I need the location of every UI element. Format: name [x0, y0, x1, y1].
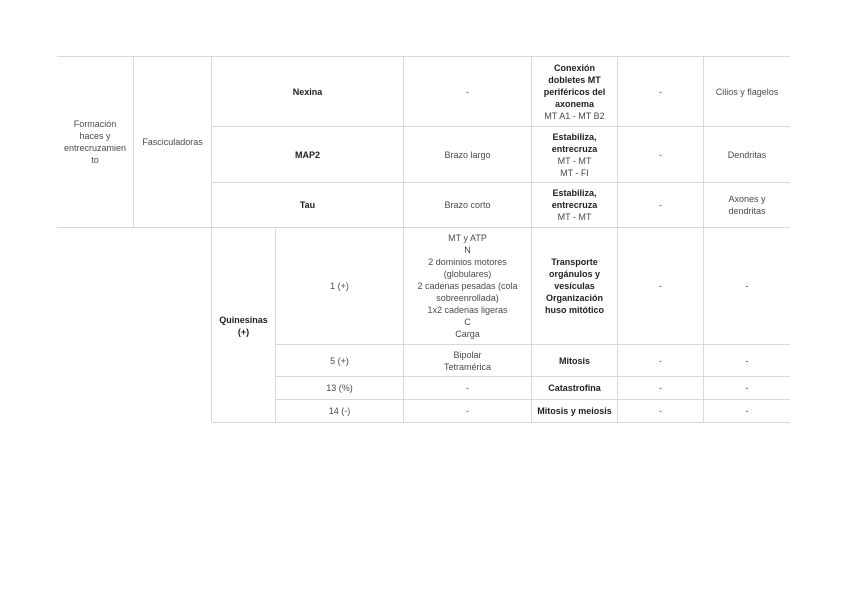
q1-tipo-cell: 1 (+)	[330, 281, 349, 291]
q14-tipo-cell: 14 (-)	[328, 406, 351, 416]
nexina-localizacion-cell: Cilios y flagelos	[715, 86, 779, 97]
tau-funcion-cell: Estabiliza, entrecruza MT - MT	[551, 188, 598, 222]
q13-col5-cell: -	[659, 383, 662, 393]
tau-estructura-cell: Brazo corto	[444, 200, 491, 210]
q1-localizacion-cell: -	[745, 281, 749, 291]
q5-estructura-cell: Bipolar Tetramérica	[443, 349, 491, 372]
q13-localizacion-cell: -	[745, 383, 749, 393]
nexina-col5-cell: -	[659, 86, 662, 97]
map2-name-cell: MAP2	[294, 149, 320, 160]
map2-col5-cell: -	[659, 149, 662, 160]
nexina-estructura-cell: -	[466, 86, 469, 97]
tau-localizacion-cell: Axones y dendritas	[728, 194, 766, 216]
map2-funcion-cell: Estabiliza, entrecruza MT - MT MT - FI	[551, 131, 598, 178]
tipo-cell: Fasciculadoras	[142, 137, 203, 147]
q14-localizacion-cell: -	[745, 406, 749, 416]
q13-tipo-cell: 13 (%)	[326, 383, 353, 393]
q1-estructura-cell: MT y ATP N 2 dominios motores (globulares) 2 cadenas pesadas (cola sobreenrollada) 1x2 cadenas ligeras C Carga	[417, 233, 518, 339]
tau-col5-cell: -	[659, 200, 662, 210]
q5-tipo-cell: 5 (+)	[330, 355, 349, 366]
q5-col5-cell: -	[659, 355, 662, 366]
q13-estructura-cell: -	[466, 383, 469, 393]
q5-funcion-cell: Mitosis	[558, 355, 590, 366]
funcion-general-cell: Formación haces y entrecruzamien to	[63, 119, 127, 165]
tau-name-cell: Tau	[299, 200, 316, 210]
map2-localizacion-cell: Dendritas	[727, 149, 767, 160]
nexina-funcion-cell: Conexión dobletes MT periféricos del axonema MT A1 - MT B2	[543, 62, 606, 121]
q14-col5-cell: -	[659, 406, 662, 416]
nexina-name-cell: Nexina	[292, 86, 323, 97]
q14-estructura-cell: -	[466, 406, 469, 416]
q1-col5-cell: -	[659, 281, 662, 291]
q13-funcion-cell: Catastrofina	[548, 383, 601, 393]
q14-funcion-cell: Mitosis y meiosis	[537, 406, 612, 416]
quinesinas-label: Quinesinas (+)	[219, 315, 268, 337]
map2-estructura-cell: Brazo largo	[444, 149, 491, 160]
q1-funcion-cell: Transporte orgánulos y vesículas Organización huso mitótico	[545, 257, 604, 315]
q5-localizacion-cell: -	[745, 355, 749, 366]
rule-bottom	[212, 422, 790, 423]
